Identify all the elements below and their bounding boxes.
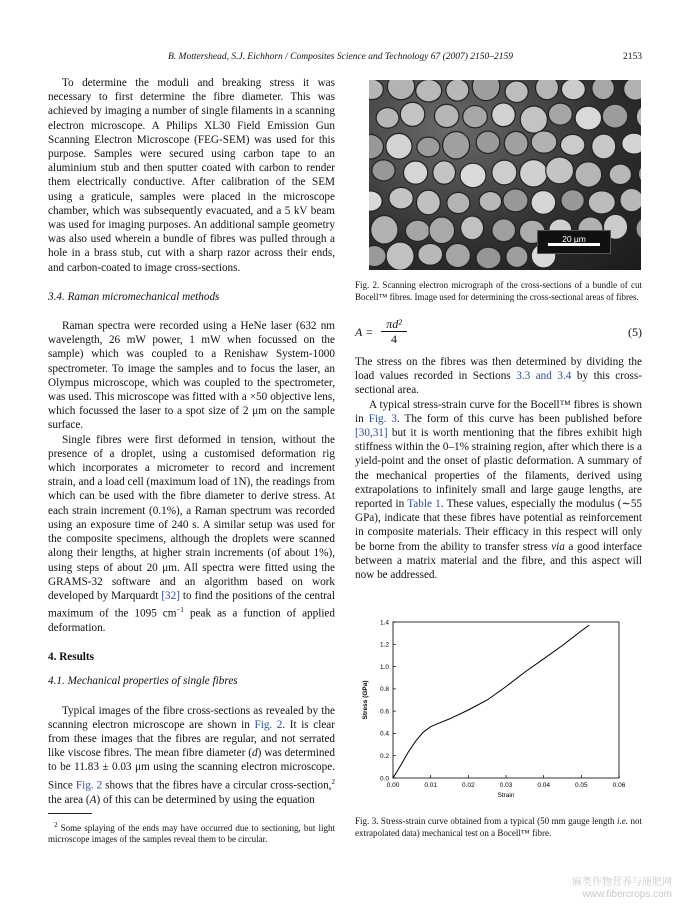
y-axis-label: Stress (GPa) xyxy=(362,680,369,720)
fibre-cross-section xyxy=(403,161,427,184)
fibre-cross-section xyxy=(405,220,429,241)
y-tick-label: 0.0 xyxy=(379,775,389,783)
ref-link-30-31[interactable]: [30,31] xyxy=(355,427,388,440)
fibre-cross-section xyxy=(624,80,641,100)
paragraph-sem-method: To determine the moduli and breaking stress it was necessary to first determine the fibre diameter. This was achieved by imaging a number of single filaments in a scanning electron microscope. A Philips XL30 Field Emission Gun Scanning Electron Microscope (FEG-SEM) was used for this purpose. Samples were secured using carbon tape to an aluminium stub and then sputter coated with carbon to render them electrically conductive. After calibration of the SEM using a graticule, samples were placed in the microscope chamber, which was subsequently evacuated, and a 5 kV beam was used for imaging purposes. An additional sample geometry was also used wherein a bundle of fibres was pulled through a hole in a brass stub, cut with a sharp razor across their ends, and carbon-coated to image cross-sections. xyxy=(48,77,335,274)
running-head: B. Mottershead, S.J. Eichhorn / Composites Science and Technology 67 (2007) 2150–2159 xyxy=(168,52,514,62)
fibre-cross-section xyxy=(387,80,414,100)
x-tick-label: 0.00 xyxy=(386,782,400,790)
scale-bar xyxy=(537,230,611,254)
fibre-cross-section xyxy=(369,246,386,267)
x-tick-label: 0.05 xyxy=(575,782,588,790)
fibre-cross-section xyxy=(463,106,488,128)
equation-denominator: 4 xyxy=(391,332,397,346)
y-tick-label: 1.0 xyxy=(379,664,389,672)
scale-bar-label: 20 μm xyxy=(562,234,586,244)
fibre-cross-section xyxy=(575,106,601,130)
equation-lhs: A = xyxy=(355,325,374,339)
fibre-cross-section xyxy=(369,191,382,211)
fibre-cross-section xyxy=(371,216,398,244)
x-tick-label: 0.01 xyxy=(424,782,437,790)
paragraph-raman-setup: Raman spectra were recorded using a HeNe laser (632 nm wavelength, 26 mW power, 1 mW when focussed on the sample) which was coupled to a Renishaw System-1000 spectrometer. To image the samples and to focus the laser, an Olympus microscope, which was coupled to the spectrometer, was used. This microscope was fitted with a ×50 objective lens, which focussed the laser to a spot size of 2 μm on the sample surface. xyxy=(48,320,335,432)
ref-link-32[interactable]: [32] xyxy=(161,589,180,602)
equation-numerator: πd² xyxy=(381,317,407,332)
fibre-cross-section xyxy=(400,102,424,126)
fibre-cross-section xyxy=(636,216,641,242)
section-heading-3-4: 3.4. Raman micromechanical methods xyxy=(48,290,220,303)
fibre-cross-section xyxy=(369,134,383,159)
fig-2-link-second[interactable]: Fig. 2 xyxy=(75,779,103,792)
fibre-cross-section xyxy=(592,80,614,100)
fibre-cross-section xyxy=(575,162,602,187)
page-number: 2153 xyxy=(623,52,642,62)
fibre-cross-section xyxy=(416,80,442,102)
x-tick-label: 0.02 xyxy=(462,782,475,790)
fibre-cross-section xyxy=(429,217,455,244)
x-axis-label: Strain xyxy=(497,792,515,800)
fibre-cross-section xyxy=(476,131,500,153)
y-tick-label: 0.4 xyxy=(379,730,389,738)
fibre-cross-section xyxy=(506,246,528,267)
fibre-cross-section xyxy=(492,103,516,127)
fibre-cross-section xyxy=(433,161,456,184)
fibre-cross-section xyxy=(548,103,572,125)
fibre-cross-section xyxy=(503,189,528,212)
y-tick-label: 1.4 xyxy=(379,619,389,627)
paragraph-stress-calc: The stress on the fibres was then determined by dividing the load values recorded in Sections 3.3 and 3.4 by this cross-sectional area. xyxy=(355,356,642,397)
fibre-cross-section xyxy=(445,243,470,267)
fibre-cross-section xyxy=(416,190,440,215)
fibre-cross-section xyxy=(546,157,574,184)
fibre-cross-section xyxy=(417,137,440,157)
section-heading-4-1: 4.1. Mechanical properties of single fibres xyxy=(48,675,238,688)
y-tick-label: 0.8 xyxy=(379,686,389,694)
section-heading-4: 4. Results xyxy=(48,651,94,664)
fibre-cross-section xyxy=(389,187,413,209)
fibre-cross-section xyxy=(476,247,501,269)
fig-2-caption: Fig. 2. Scanning electron micrograph of the cross-sections of a bundle of cut Bocell™ fibres. Image used for determining the cross-sectional areas of fibres. xyxy=(355,280,642,302)
fibre-cross-section xyxy=(561,190,584,212)
y-tick-label: 1.2 xyxy=(379,641,389,649)
plot-frame xyxy=(393,622,619,778)
fibre-cross-section xyxy=(369,80,383,100)
x-tick-label: 0.03 xyxy=(499,782,513,790)
fibre-cross-section xyxy=(531,191,556,215)
fibre-cross-section xyxy=(602,104,628,128)
fibre-cross-section xyxy=(492,219,516,242)
paragraph-fibre-diameter: Typical images of the fibre cross-sections as revealed by the scanning electron microscope are shown in Fig. 2. It is clear from these images that the fibres are regular, and not serrated like viscose fibres. The mean fibre diameter (d) was determined to be 11.83 ± 0.03 μm using the scanning electron microscope. Since Fig. 2 shows that the fibres have a circular cross-section,$^2$ the area (A) of this can be determined by using the equation xyxy=(48,704,335,806)
equation-number: (5) xyxy=(628,325,642,339)
fibre-cross-section xyxy=(443,131,470,158)
fibre-cross-section xyxy=(560,134,584,155)
fibre-cross-section xyxy=(446,80,469,101)
fibre-cross-section xyxy=(386,242,414,270)
fibre-cross-section xyxy=(447,192,470,213)
sections-link[interactable]: 3.3 and 3.4 xyxy=(516,370,572,383)
fibre-cross-section xyxy=(460,163,486,188)
stress-strain-curve xyxy=(393,626,589,779)
fig-3-link[interactable]: Fig. 3 xyxy=(368,412,397,425)
running-header xyxy=(48,52,642,66)
table-1-link[interactable]: Table 1 xyxy=(407,498,441,511)
fibre-cross-section xyxy=(461,216,484,240)
fibre-cross-section xyxy=(386,133,412,159)
fibre-cross-section xyxy=(620,188,641,211)
fibre-cross-section xyxy=(434,104,459,127)
site-watermark: 麻类作物营养与施肥网 www.fibercrops.com xyxy=(572,877,672,900)
fig-2-sem-micrograph xyxy=(369,80,641,270)
fibre-cross-section xyxy=(592,134,616,159)
equation-5 xyxy=(355,317,642,347)
paragraph-stress-strain: A typical stress-strain curve for the Bocell™ fibres is shown in Fig. 3. The form of this curve has been published before [30,31] but it is worth mentioning that the fibres exhibit high stiffness within the 0–1% straining region, after which there is a yield-point and the onset of plastic deformation. A summary of the mechanical properties of the filaments, derived using extrapolations to infinitely small and large gauge lengths, are reported in Table 1. These values, especially the modulus (∼55 GPa), indicate that these fibres have potential as reinforcement in composite materials. Their efficacy in this respect will only be borne from the ability to transfer stress via a good interface between a matrix material and the fibre, and this aspect will now be addressed. xyxy=(355,398,643,582)
x-tick-label: 0.04 xyxy=(537,782,550,790)
y-tick-label: 0.6 xyxy=(379,708,389,716)
fibre-cross-section xyxy=(588,191,615,214)
fibre-cross-section xyxy=(609,164,631,185)
fibre-cross-section xyxy=(520,106,547,133)
fibre-cross-section xyxy=(531,131,557,153)
fibre-cross-section xyxy=(505,81,528,103)
x-tick-label: 0.06 xyxy=(612,782,626,790)
fibre-cross-section xyxy=(622,133,641,154)
footnote-marker[interactable]: 2 xyxy=(331,777,335,786)
fibre-cross-section xyxy=(418,243,443,265)
fibre-cross-section xyxy=(504,131,528,155)
stress-strain-plot xyxy=(355,616,642,806)
y-tick-label: 0.2 xyxy=(379,753,389,761)
fibre-cross-section xyxy=(561,80,585,100)
fibre-cross-section xyxy=(376,108,399,128)
fig-2-link[interactable]: Fig. 2 xyxy=(254,718,283,731)
fibre-cross-section xyxy=(372,160,395,181)
paragraph-deformation: Single fibres were first deformed in tension, without the presence of a droplet, using a customised deformation rig which incorporates a micrometer to record and increment strain, and a load cell (maximum load of 1N), the readings from which can be used with the fibre diameter to derive stress. At each strain increment (0.1%), a Raman spectrum was recorded using an exposure time of 240 s. A similar setup was used for the composite specimens, although the droplets were scanned along their lengths, at higher strain increments (of about 1%), using steps of about 20 μm. All spectra were fitted using the GRAMS-32 software and an algorithm based on work developed by Marquardt [32] to find the positions of the central maximum of the 1095 $cm^{-1}$ peak as a function of applied deformation. xyxy=(48,433,335,635)
equation-fraction xyxy=(381,317,407,346)
footnote-2: $^2$ Some splaying of the ends may have occurred due to sectioning, but light microscope images of the samples reveal them to be circular. xyxy=(48,820,335,845)
fibre-cross-section xyxy=(636,104,641,130)
fig-3-caption: Fig. 3. Stress-strain curve obtained from a typical (50 mm gauge length i.e. not extrapolated data) mechanical test on a Bocell™ fibre. xyxy=(355,816,642,838)
footnote-divider xyxy=(48,813,92,814)
left-column xyxy=(48,76,335,846)
fibre-cross-section xyxy=(472,80,500,101)
fibre-cross-section xyxy=(536,80,559,100)
right-column xyxy=(355,76,642,839)
fibre-cross-section xyxy=(520,160,548,187)
fig-3-stress-strain-chart xyxy=(355,616,642,806)
fibre-cross-section xyxy=(638,163,641,186)
fibre-cross-section xyxy=(492,160,517,185)
fibre-cross-section xyxy=(479,191,502,211)
